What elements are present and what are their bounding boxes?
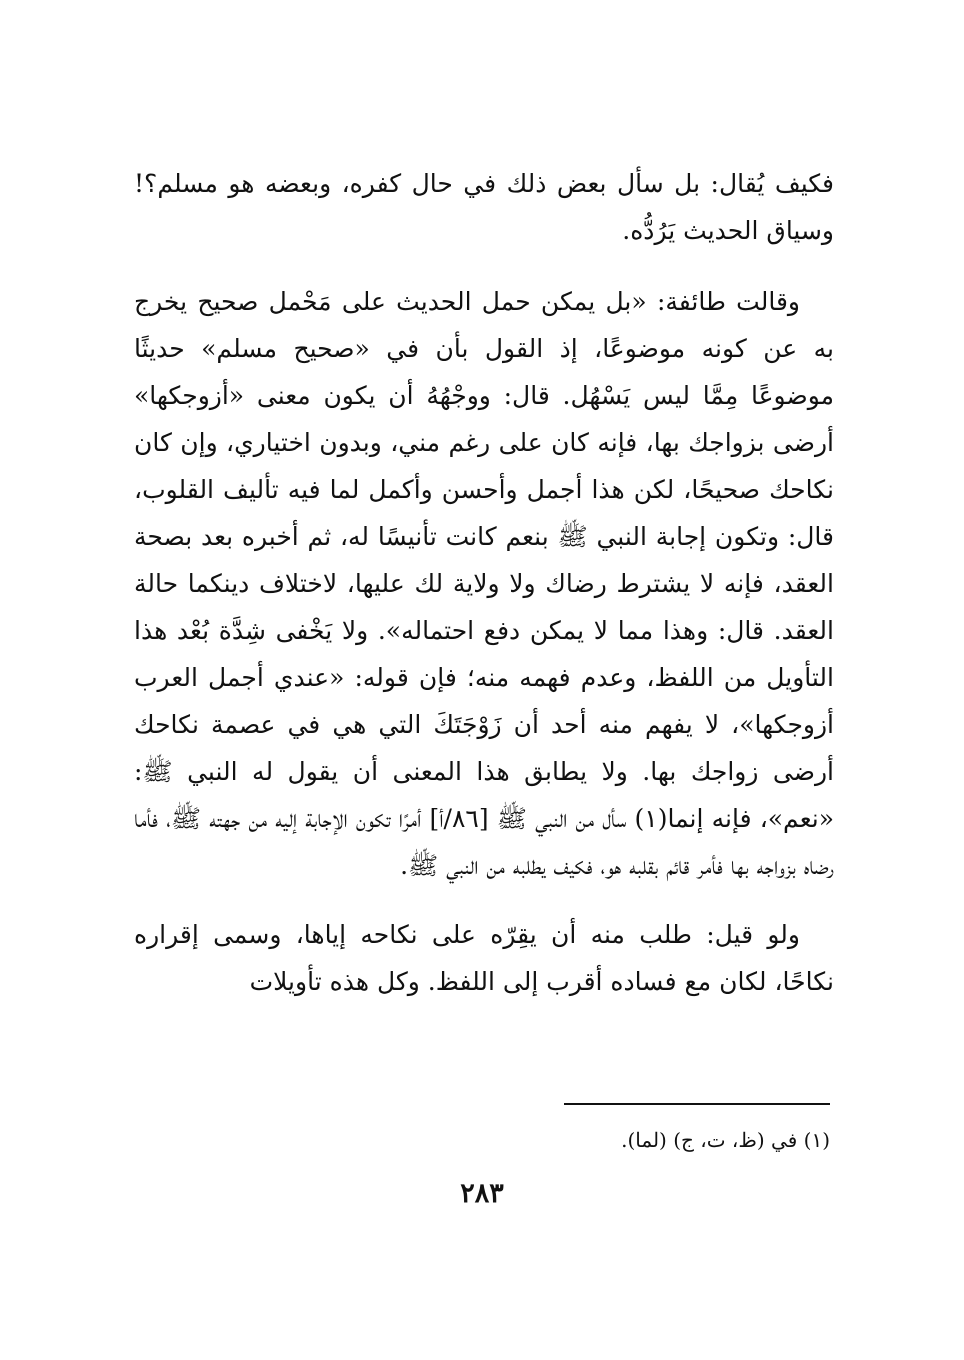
footnote: (١) في (ظ، ت، ج) (لما). — [621, 1128, 830, 1152]
paragraph-3: ولو قيل: طلب منه أن يقِرّه على نكاحه إياها، وسمى إقراره نكاحًا، لكان مع فساده أقرب إلى اللفظ. وكل هذه تأويلات — [134, 920, 834, 996]
paragraph-2: وقالت طائفة: «بل يمكن حمل الحديث على مَحْمل صحيح يخرج به عن كونه موضوعًا، إذ القول بأن في «صحيح مسلم» حديثًا موضوعًا مِمَّا ليس يَسْهُل. قال: ووجْهُهُ أن يكون معنى «أزوجكها» أرضى بزواجك بها، فإنه كان على رغم مني، وبدون اختياري، وإن كان نكاحك صحيحًا، لكن هذا أجمل وأحسن وأكمل لما فيه تأليف القلوب، قال: وتكون إجابة النبي ﷺ بنعم كانت تأنيسًا له، ثم أخبره بعد بصحة العقد، فإنه لا يشترط رضاك ولا ولاية لك عليها، لاختلاف دينكما حالة العقد. قال: وهذا مما لا يمكن دفع احتماله». ولا يَخْفى شِدَّة بُعْد هذا التأويل من اللفظ، وعدم فهمه منه؛ فإن قوله: «عندي أجمل العرب أزوجكها»، لا يفهم منه أحد أن زَوْجَتَكَ التي هي في عصمة نكاحك أرضى زواجك بها. ولا يطابق هذا المعنى أن يقول له النبي ﷺ: «نعم»، فإنه إنما(١) سأل من النبي ﷺ [٨٦/أ] أمرًا تكون الإجابة إليه من جهته ﷺ، فأما رضاه بزواجه بها فأمر قائم بقلبه هو، فكيف يطلبه من النبي ﷺ. — [134, 287, 835, 880]
footnote-divider — [564, 1103, 830, 1105]
paragraph-1: فكيف يُقال: بل سأل بعض ذلك في حال كفره، وبعضه هو مسلم؟! وسياق الحديث يَرُدُّه. — [134, 169, 834, 245]
page-body — [134, 160, 834, 1027]
page-number: ٢٨٣ — [460, 1178, 504, 1209]
